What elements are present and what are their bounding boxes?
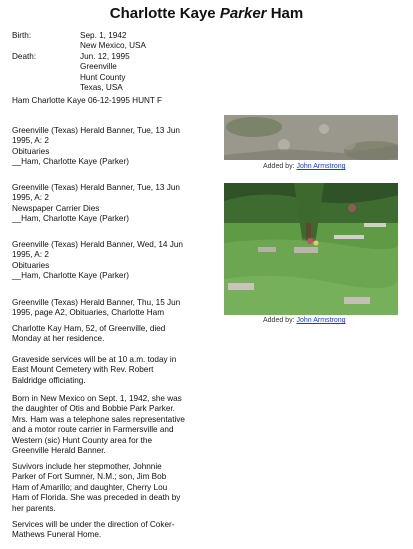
entry-line: Greenville (Texas) Herald Banner, Tue, 13 Jun bbox=[12, 183, 180, 192]
obituary-line: the daughter of Otis and Bobbie Park Parker. bbox=[12, 404, 175, 414]
entry-line: 1995, page A2, Obituaries, Charlotte Ham bbox=[12, 308, 165, 318]
obituary-paragraph bbox=[12, 355, 217, 386]
grave-photo-image bbox=[224, 115, 398, 160]
entry-line: Greenville (Texas) Herald Banner, Wed, 14 Jun bbox=[12, 240, 183, 249]
newspaper-entry bbox=[12, 240, 217, 282]
vital-facts bbox=[12, 31, 212, 93]
newspaper-entry bbox=[12, 126, 217, 168]
obituary-paragraph bbox=[12, 324, 217, 345]
obituary-line: Western (sic) Hunt County area for the bbox=[12, 435, 153, 445]
birth-date: Sep. 1, 1942 bbox=[80, 31, 127, 40]
death-label: Death: bbox=[12, 51, 37, 61]
obituary-line: her parents. bbox=[12, 503, 56, 513]
obituary-line: Services will be under the direction of Coker- bbox=[12, 520, 175, 529]
birth-details bbox=[80, 31, 146, 52]
obituary-paragraph bbox=[12, 520, 217, 541]
obituary-line: Graveside services will be at 10 a.m. today in bbox=[12, 355, 177, 364]
entry-line: Obituaries bbox=[12, 146, 50, 156]
contributor-link[interactable]: John Armstrong bbox=[296, 317, 346, 324]
birth-row bbox=[12, 31, 212, 52]
obituary-line: Mathews Funeral Home. bbox=[12, 530, 102, 540]
entry-line: Obituaries bbox=[12, 260, 50, 270]
death-county: Hunt County bbox=[80, 72, 126, 82]
obituary-line: Baldridge officiating. bbox=[12, 375, 86, 385]
newspaper-entry bbox=[12, 183, 217, 225]
obituary-line: Monday at her residence. bbox=[12, 334, 105, 344]
cemetery-photo-image bbox=[224, 183, 398, 315]
obituary-line: Ham of Florida. She was preceded in death by bbox=[12, 493, 181, 503]
caption-prefix: Added by: bbox=[263, 163, 295, 170]
obituary-paragraph bbox=[12, 394, 217, 456]
death-city: Greenville bbox=[80, 62, 117, 72]
contributor-link[interactable]: John Armstrong bbox=[296, 163, 346, 170]
entry-line: 1995, A: 2 bbox=[12, 250, 49, 260]
birth-label: Birth: bbox=[12, 31, 32, 40]
obituary-paragraph bbox=[12, 462, 217, 514]
grave-photo[interactable] bbox=[224, 115, 398, 160]
entry-line: 1995, A: 2 bbox=[12, 193, 49, 203]
death-details bbox=[80, 52, 130, 94]
entry-line: Greenville (Texas) Herald Banner, Tue, 13 Jun bbox=[12, 126, 180, 135]
obituary-line: Charlotte Kay Ham, 52, of Greenville, died bbox=[12, 324, 166, 333]
entry-line: Newspaper Carrier Dies bbox=[12, 203, 100, 213]
obituary-line: Suvivors include her stepmother, Johnnie bbox=[12, 462, 162, 471]
entry-line: 1995, A: 2 bbox=[12, 136, 49, 146]
death-row bbox=[12, 52, 212, 94]
obituary-line: Born in New Mexico on Sept. 1, 1942, she was bbox=[12, 394, 182, 403]
death-date: Jun. 12, 1995 bbox=[80, 51, 130, 61]
photo-caption bbox=[263, 316, 346, 325]
entry-line: Greenville (Texas) Herald Banner, Thu, 15 Jun bbox=[12, 298, 181, 307]
memorial-line: Ham Charlotte Kaye 06-12-1995 HUNT F bbox=[12, 96, 163, 105]
birth-place: New Mexico, USA bbox=[80, 41, 146, 51]
entry-line: __Ham, Charlotte Kaye (Parker) bbox=[12, 214, 129, 224]
photo-caption bbox=[263, 162, 346, 171]
death-state: Texas, USA bbox=[80, 83, 123, 93]
obituary-line: and a motor route carrier in Farmersville and bbox=[12, 425, 174, 435]
entry-line: __Ham, Charlotte Kaye (Parker) bbox=[12, 157, 129, 167]
caption-prefix: Added by: bbox=[263, 317, 295, 324]
page-title bbox=[0, 5, 413, 23]
title-maiden-name: Parker bbox=[219, 5, 267, 22]
title-first-name: Charlotte Kaye bbox=[109, 5, 216, 22]
cemetery-photo[interactable] bbox=[224, 183, 398, 315]
obituary-line: Mrs. Ham was a telephone sales representative bbox=[12, 414, 185, 424]
obituary-line: Greenville Herald Banner. bbox=[12, 446, 106, 456]
newspaper-entry bbox=[12, 298, 217, 319]
obituary-line: Ham of Amarillo; and daughter, Cherry Lou bbox=[12, 482, 168, 492]
entry-line: __Ham, Charlotte Kaye (Parker) bbox=[12, 271, 129, 281]
obituary-line: Parker of Fort Sumner, N.M.; son, Jim Bob bbox=[12, 472, 167, 482]
title-last-name: Ham bbox=[270, 5, 304, 22]
obituary-line: East Mount Cemetery with Rev. Robert bbox=[12, 365, 154, 375]
